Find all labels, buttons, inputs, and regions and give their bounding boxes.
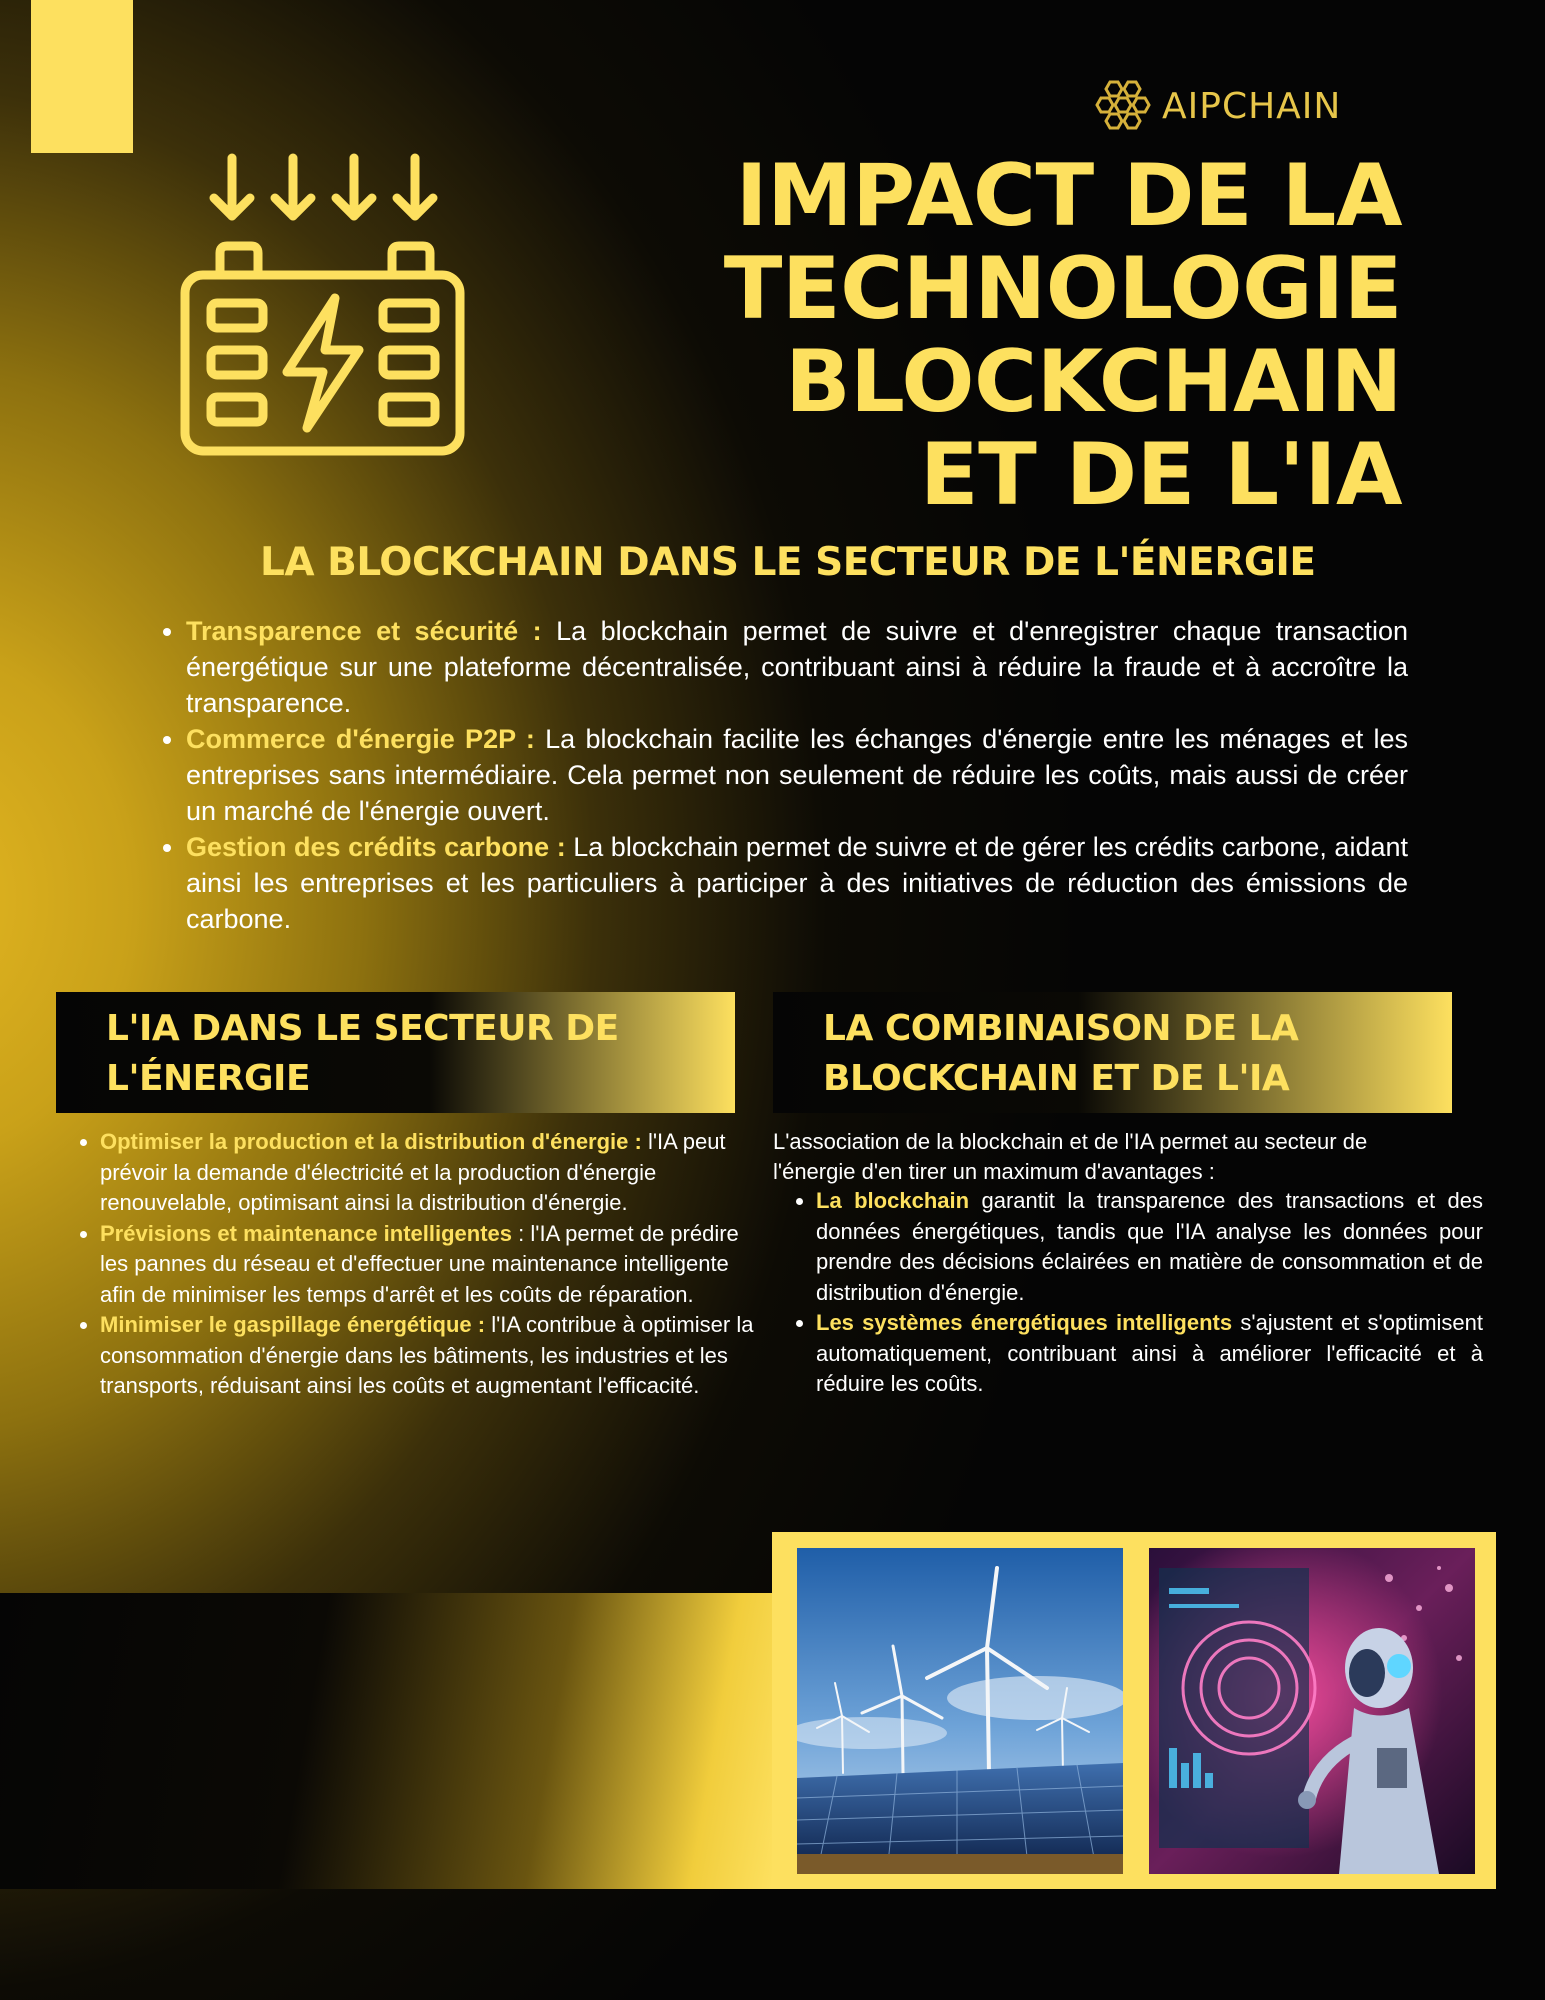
heading-line: BLOCKCHAIN ET DE L'IA <box>823 1058 1290 1099</box>
brand-name: AIPCHAIN <box>1162 85 1342 127</box>
title-line: BLOCKCHAIN <box>785 332 1402 432</box>
blockchain-energy-heading: LA BLOCKCHAIN DANS LE SECTEUR DE L'ÉNERGIE <box>260 540 1316 585</box>
decorative-gradient-band <box>0 1593 772 1889</box>
title-line: ET DE L'IA <box>919 425 1402 525</box>
combo-intro-text: L'association de la blockchain et de l'IA permet au secteur de l'énergie d'en tirer un maximum d'avantages : <box>773 1129 1368 1184</box>
point-label: Prévisions et maintenance intelligentes <box>100 1220 513 1246</box>
robot-ai-image <box>1149 1548 1475 1874</box>
point-label: Minimiser le gaspillage énergétique : <box>100 1312 486 1337</box>
corner-accent-bar <box>31 0 133 153</box>
heading-line: LA COMBINAISON DE LA <box>823 1008 1299 1049</box>
point-label: La blockchain <box>816 1188 970 1213</box>
point-label: Optimiser la production et la distribution d'énergie : <box>100 1129 642 1154</box>
list-item <box>816 1186 1483 1308</box>
point-text: La blockchain facilite les échanges d'énergie entre les ménages et les entreprises sans intermédiaire. Cela permet non seulement de réduire les coûts, mais aussi de créer un marché de l'énergie ouvert. <box>186 724 1409 826</box>
point-label: Les systèmes énergétiques intelligents <box>816 1310 1233 1335</box>
list-item <box>100 1127 765 1219</box>
list-item <box>100 1219 765 1311</box>
point-label: Commerce d'énergie P2P : <box>186 724 535 754</box>
point-text: La blockchain permet de suivre et d'enregistrer chaque transaction énergétique sur une plateforme décentralisée, contribuant ainsi à réduire la fraude et à accroître la transparence. <box>186 616 1409 718</box>
list-item <box>186 721 1408 829</box>
page-title <box>642 146 1402 525</box>
hexagon-chain-icon <box>1092 78 1154 134</box>
list-item <box>100 1310 765 1402</box>
ai-points-list <box>70 1127 765 1402</box>
battery-charging-icon <box>175 150 475 460</box>
combo-points-list <box>786 1186 1483 1400</box>
point-text: : l'IA permet de prédire les pannes du réseau et d'effectuer une maintenance intelligente afin de minimiser les temps d'arrêt et les coûts de réparation. <box>100 1220 739 1307</box>
brand-logo[interactable] <box>1092 78 1341 134</box>
point-text: garantit la transparence des transactions et des données énergétiques, tandis que l'IA analyse les données pour prendre des décisions éclairées en matière de consommation et de distribution d'énergie. <box>816 1188 1483 1305</box>
point-text: s'ajustent et s'optimisent automatiquement, contribuant ainsi à améliorer l'efficacité et à réduire les coûts. <box>816 1310 1483 1396</box>
ai-section-heading <box>56 992 735 1113</box>
title-line: TECHNOLOGIE <box>723 239 1402 339</box>
point-text: l'IA contribue à optimiser la consommation d'énergie dans les bâtiments, les industries et les transports, réduisant ainsi les coûts et augmentant l'efficacité. <box>100 1312 754 1398</box>
list-item <box>816 1308 1483 1400</box>
heading-line: L'ÉNERGIE <box>106 1058 311 1099</box>
combo-section-heading <box>773 992 1452 1113</box>
point-text: l'IA peut prévoir la demande d'électricité et la production d'énergie renouvelable, optimisant ainsi la distribution d'énergie. <box>100 1129 726 1215</box>
title-line: IMPACT DE LA <box>735 146 1402 246</box>
list-item <box>186 829 1408 937</box>
blockchain-points-list <box>148 613 1408 937</box>
wind-solar-farm-image <box>797 1548 1123 1874</box>
heading-line: L'IA DANS LE SECTEUR DE <box>106 1008 619 1049</box>
point-label: Gestion des crédits carbone : <box>186 832 566 862</box>
point-label: Transparence et sécurité : <box>186 616 542 646</box>
point-text: La blockchain permet de suivre et de gérer les crédits carbone, aidant ainsi les entreprises et les particuliers à participer à des initiatives de réduction des émissions de carbone. <box>186 832 1408 934</box>
list-item <box>186 613 1408 721</box>
